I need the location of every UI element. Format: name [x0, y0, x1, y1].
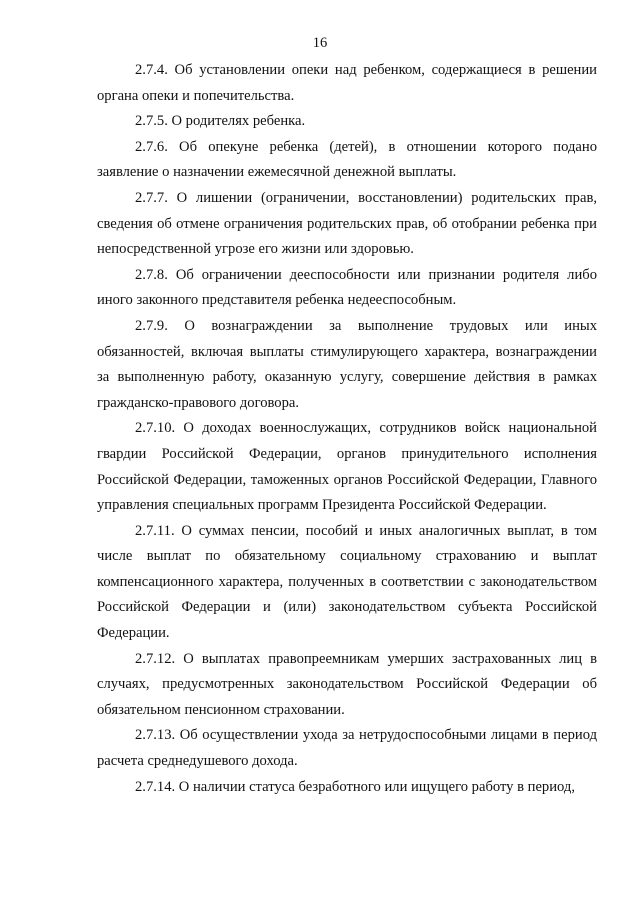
paragraph-2-7-9: 2.7.9. О вознаграждении за выполнение трудовых или иных обязанностей, включая выплаты стимулирующего характера, вознаграждении за выполненную работу, оказанную услугу, совершение действия в рамках гражданско-правового договора. — [97, 317, 597, 411]
page-number: 16 — [312, 35, 328, 51]
paragraph-2-7-11: 2.7.11. О суммах пенсии, пособий и иных аналогичных выплат, в том числе выплат по обязательному социальному страхованию и выплат компенсационного характера, полученных в соответствии с законодательством Российской Федерации и (или) законодательством субъекта Российской Федерации. — [97, 522, 597, 642]
paragraph-2-7-10: 2.7.10. О доходах военнослужащих, сотрудников войск национальной гвардии Российской Федерации, органов принудительного исполнения Российской Федерации, таможенных органов Российской Федерации, Главного управления специальных программ Президента Российской Федерации. — [97, 420, 597, 514]
paragraph-2-7-7: 2.7.7. О лишении (ограничении, восстановлении) родительских прав, сведения об отмене ограничения родительских прав, об отобрании ребенка при непосредственной угрозе его жизни или здоровью. — [97, 189, 597, 258]
document-body — [97, 58, 597, 800]
paragraph-2-7-12: 2.7.12. О выплатах правопреемникам умерших застрахованных лиц в случаях, предусмотренных законодательством Российской Федерации об обязательном пенсионном страховании. — [97, 650, 597, 718]
paragraph-2-7-8: 2.7.8. Об ограничении дееспособности или признании родителя либо иного законного представителя ребенка недееспособным. — [97, 266, 597, 309]
paragraph-2-7-13: 2.7.13. Об осуществлении ухода за нетрудоспособными лицами в период расчета среднедушевого дохода. — [97, 727, 597, 770]
paragraph-2-7-4: 2.7.4. Об установлении опеки над ребенком, содержащиеся в решении органа опеки и попечительства. — [97, 62, 597, 104]
paragraph-2-7-14: 2.7.14. О наличии статуса безработного или ищущего работу в период, — [135, 778, 575, 795]
paragraph-2-7-5: 2.7.5. О родителях ребенка. — [135, 113, 306, 130]
paragraph-2-7-6: 2.7.6. Об опекуне ребенка (детей), в отношении которого подано заявление о назначении ежемесячной денежной выплаты. — [97, 138, 597, 181]
